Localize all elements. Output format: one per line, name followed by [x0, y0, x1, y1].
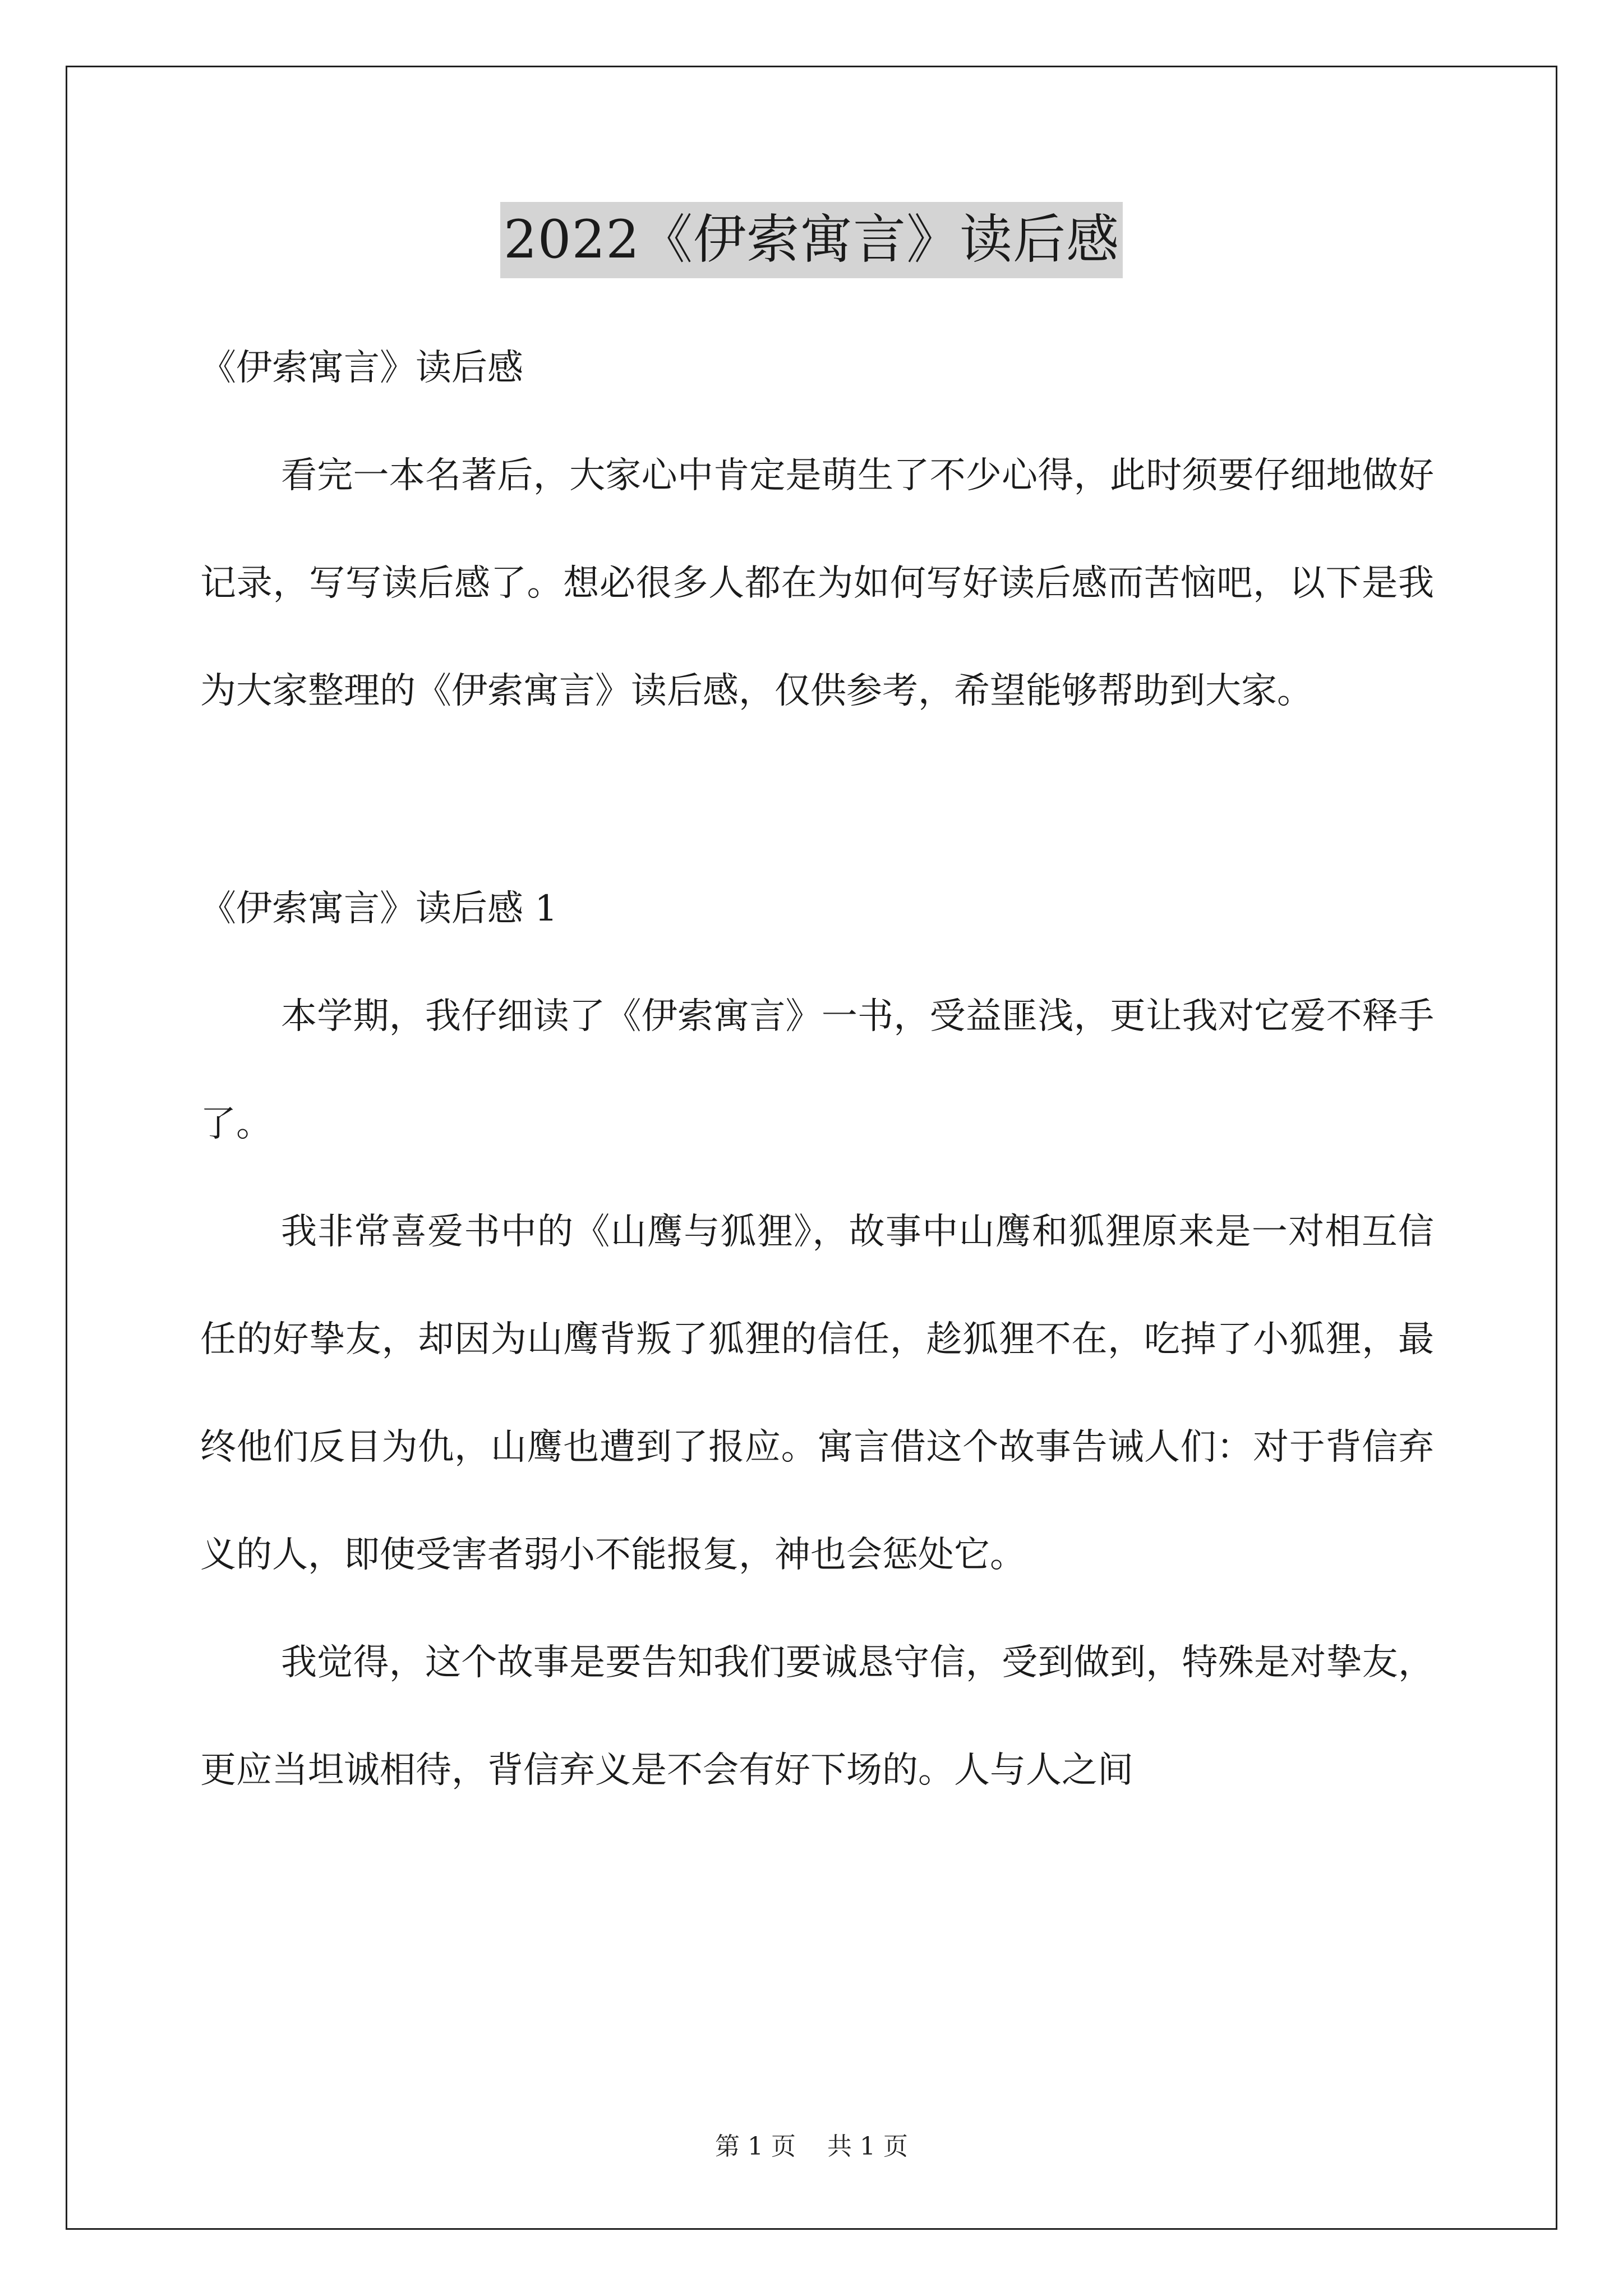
page-total: 共 1 页	[827, 2132, 908, 2161]
intro-heading: 《伊索寓言》读后感	[200, 347, 523, 389]
section-1-heading: 《伊索寓言》读后感 1	[200, 888, 558, 930]
page-number: 第 1 页	[715, 2132, 796, 2161]
title-container	[0, 202, 1623, 278]
document-body	[200, 314, 1434, 1824]
body-paragraph: 我非常喜爱书中的《山鹰与狐狸》，故事中山鹰和狐狸原来是一对相互信任的好挚友，却因为山鹰背叛了狐狸的信任，趁狐狸不在，吃掉了小狐狸，最终他们反目为仇，山鹰也遭到了报应。寓言借这个故事告诫人们：对于背信弃义的人，即使受害者弱小不能报复，神也会惩处它。	[200, 1211, 1434, 1576]
body-paragraph: 本学期，我仔细读了《伊索寓言》一书，受益匪浅，更让我对它爱不释手了。	[200, 996, 1434, 1145]
page-footer	[0, 2130, 1623, 2164]
body-paragraph: 我觉得，这个故事是要告知我们要诚恳守信，受到做到，特殊是对挚友，更应当坦诚相待，背信弃义是不会有好下场的。人与人之间	[200, 1642, 1434, 1791]
section-gap	[200, 745, 1434, 855]
document-title: 2022《伊索寓言》读后感	[500, 202, 1123, 278]
intro-paragraph: 看完一本名著后，大家心中肯定是萌生了不少心得，此时须要仔细地做好记录，写写读后感了。想必很多人都在为如何写好读后感而苦恼吧，以下是我为大家整理的《伊索寓言》读后感，仅供参考，希望能够帮助到大家。	[200, 455, 1434, 712]
